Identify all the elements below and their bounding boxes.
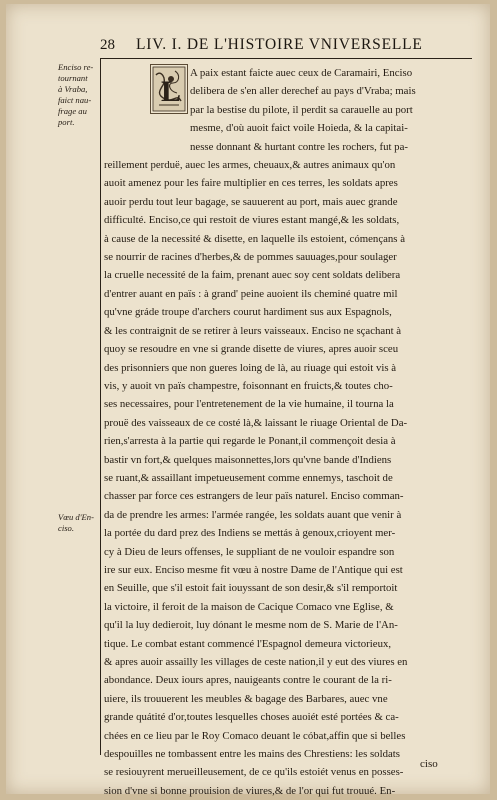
page-header bbox=[100, 36, 472, 58]
margin-note-line: à Vraba, bbox=[58, 84, 88, 94]
margin-note-line: Enciso re- bbox=[58, 62, 94, 72]
text-line: en Seuille, que s'il estoit fait iouyssant de son desir,& s'il remportoit bbox=[104, 582, 398, 595]
dropcap-letter: L bbox=[161, 75, 182, 108]
text-line: qu'vne gráde troupe d'archers courut hardiment sus aux Espagnols, bbox=[104, 306, 392, 319]
text-line: difficulté. Enciso,ce qui restoit de viures estant mangé,& les soldats, bbox=[104, 214, 400, 227]
text-line: qu'il la luy dedieroit, luy dónant le mesme nom de S. Marie de l'An- bbox=[104, 619, 398, 632]
text-line: bastir vn fort,& quelques maisonnettes,lors qu'vne bande d'Indiens bbox=[104, 453, 392, 466]
text-line: se ruant,& assaillant impetueusement comme ennemys, taschoit de bbox=[104, 471, 393, 484]
text-line: da de prendre les armes: l'armée rangée, les soldats auant que venir à bbox=[104, 508, 402, 521]
text-line: grande quátité d'or,toutes lesquelles choses auoiét esté portées & ca- bbox=[104, 711, 399, 724]
margin-note-shipwreck bbox=[58, 62, 98, 128]
text-line: se nourrir de racines d'herbes,& de pommes sauuages,pour soulager bbox=[104, 251, 397, 264]
text-line: rien,s'arresta à la partie qui regarde le Ponant,il commençoit desia à bbox=[104, 435, 396, 448]
margin-note-vow bbox=[58, 512, 98, 534]
text-line: despouilles ne tombassent entre les mains des Chrestiens: les soldats bbox=[104, 748, 400, 761]
margin-note-line: frage au bbox=[58, 106, 87, 116]
text-line: auoir perdu tout leur bagage, se sauuerent au port, mais auec grande bbox=[104, 195, 398, 208]
text-line: ire sur eux. Enciso mesme fit vœu à nostre Dame de l'Antique qui est bbox=[104, 563, 403, 576]
text-line: A paix estant faicte auec ceux de Caramairi, Enciso bbox=[190, 67, 413, 79]
margin-rule bbox=[100, 58, 101, 755]
header-rule bbox=[100, 58, 472, 59]
text-line: mesme, d'où auoit faict voile Hoieda, & la capitai- bbox=[190, 122, 408, 135]
catchword: ciso bbox=[420, 758, 438, 770]
text-line: abondance. Deux iours apres, nauigeants contre le courant de la ri- bbox=[104, 674, 392, 687]
text-line: reillement perduë, auec les armes, cheuaux,& autres animaux qu'on bbox=[104, 159, 396, 172]
text-line: auoit amenez pour les faire multiplier en ces terres, les soldats apres bbox=[104, 177, 398, 190]
running-title: LIV. I. DE L'HISTOIRE VNIVERSELLE bbox=[136, 36, 423, 53]
text-line: nesse donnant & hurtant contre les rochers, fut pa- bbox=[190, 140, 408, 153]
text-line: par la bestise du pilote, il perdit sa carauelle au port bbox=[190, 103, 413, 116]
text-line: & les contraignit de se retirer à leurs vaisseaux. Enciso ne sçachant à bbox=[104, 324, 402, 337]
margin-note-line: faict nau- bbox=[58, 95, 92, 105]
body-text bbox=[104, 64, 460, 800]
text-line: tique. Le combat estant commencé l'Espagnol demeura victorieux, bbox=[104, 637, 392, 650]
text-line: des prisonniers que non gueres loing de là, au riuage qui estoit vis à bbox=[104, 361, 397, 374]
margin-note-line: Vœu d'En- bbox=[58, 512, 94, 522]
text-line: delibera de s'en aller derechef au pays d'Vraba; mais bbox=[190, 85, 416, 98]
text-line: à cause de la necessité & disette, en laquelle ils estoient, cómençans à bbox=[104, 232, 405, 245]
text-line: chasser par force ces estrangers de leur païs naturel. Enciso comman- bbox=[104, 490, 404, 503]
margin-note-line: tournant bbox=[58, 73, 88, 83]
text-line: chées en ce lieu par le Roy Comaco deuant le cóbat,affin que si belles bbox=[104, 729, 406, 742]
margin-note-line: port. bbox=[58, 117, 75, 127]
text-line: d'entrer auant en païs : à grand' peine auoient ils cheminé quatre mil bbox=[104, 287, 398, 300]
margin-note-line: ciso. bbox=[58, 523, 74, 533]
text-line: quoy se resoudre en vne si grande disette de viures, apres auoir sceu bbox=[104, 343, 399, 356]
text-line: uiere, ils trouuerent les meubles & bagage des Barbares, auec vne bbox=[104, 692, 388, 705]
text-line: ses necessaires, pour l'entretenement de la vie humaine, il tourna la bbox=[104, 398, 394, 411]
text-line: & apres auoir assailly les villages de ceste nation,il y eut des viures en bbox=[104, 656, 408, 668]
text-line: la portée du dard prez des Indiens se mettás à genoux,crioyent mer- bbox=[104, 527, 396, 540]
text-line: prouë des vaisseaux de ce costé là,& laissant le riuage Oriental de Da- bbox=[104, 416, 408, 429]
text-line: sion d'vne si bonne prouision de viures,& de l'or qui fut trouué. En- bbox=[104, 784, 396, 797]
page-number: 28 bbox=[100, 37, 115, 53]
text-line: cy à Dieu de leurs offenses, le suppliant de ne vouloir espandre son bbox=[104, 545, 395, 558]
text-line: la victoire, il feroit de la maison de Cacique Comaco vne Eglise, & bbox=[104, 600, 394, 613]
text-line: se resiouyrent merueilleusement, de ce qu'ils estoiét venus en posses- bbox=[104, 766, 404, 779]
text-line: vis, y auoit vn païs champestre, foisonnant en fruicts,& toutes cho- bbox=[104, 379, 393, 392]
text-line: la cruelle necessité de la faim, prenant auec soy cent soldats delibera bbox=[104, 269, 401, 282]
